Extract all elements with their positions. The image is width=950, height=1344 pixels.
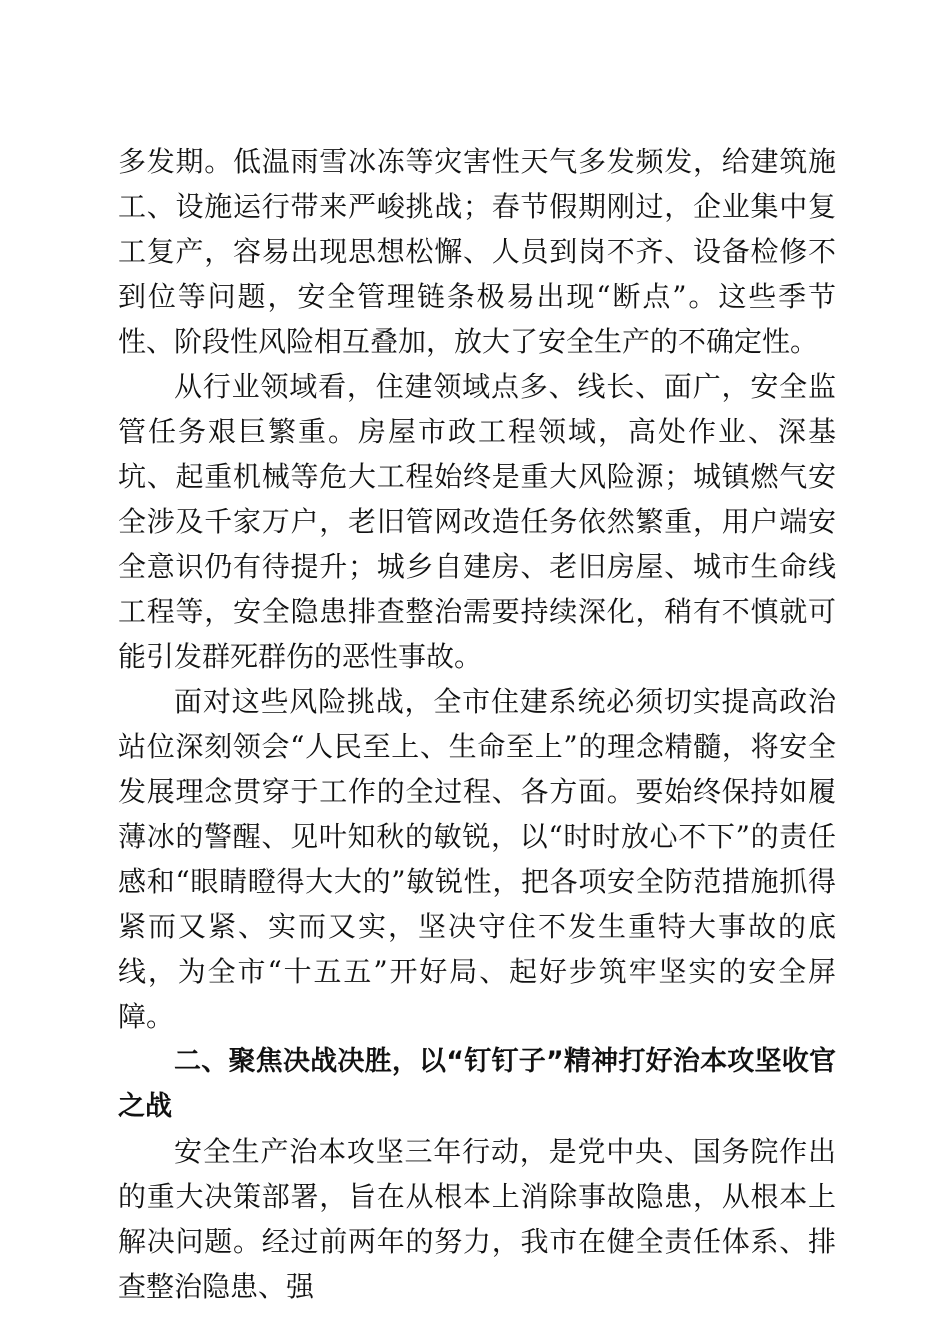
paragraph-three-year-action: 安全生产治本攻坚三年行动，是党中央、国务院作出的重大决策部署，旨在从根本上消除事故隐患，从根本上解决问题。经过前两年的努力，我市在健全责任体系、排查整治隐患、强 <box>118 1135 836 1303</box>
document-body <box>118 139 836 1309</box>
paragraph-industry-risks: 从行业领域看，住建领域点多、线长、面广，安全监管任务艰巨繁重。房屋市政工程领域，高处作业、深基坑、起重机械等危大工程始终是重大风险源；城镇燃气安全涉及千家万户，老旧管网改造任务依然繁重，用户端安全意识仍有待提升；城乡自建房、老旧房屋、城市生命线工程等，安全隐患排查整治需要持续深化，稍有不慎就可能引发群死群伤的恶性事故。 <box>118 370 836 673</box>
section-heading: 二、聚焦决战决胜，以“钉钉子”精神打好治本攻坚收官之战 <box>118 1046 836 1122</box>
paragraph-response: 面对这些风险挑战，全市住建系统必须切实提高政治站位深刻领会“人民至上、生命至上”的理念精髓，将安全发展理念贯穿于工作的全过程、各方面。要始终保持如履薄冰的警醒、见叶知秋的敏锐，以“时时放心不下”的责任感和“眼睛瞪得大大的”敏锐性，把各项安全防范措施抓得紧而又紧、实而又实，坚决守住不发生重特大事故的底线，为全市“十五五”开好局、起好步筑牢坚实的安全屏障。 <box>118 685 836 1033</box>
paragraph-continued: 多发期。低温雨雪冰冻等灾害性天气多发频发，给建筑施工、设施运行带来严峻挑战；春节假期刚过，企业集中复工复产，容易出现思想松懈、人员到岗不齐、设备检修不到位等问题，安全管理链条极易出现“断点”。这些季节性、阶段性风险相互叠加，放大了安全生产的不确定性。 <box>118 145 836 358</box>
